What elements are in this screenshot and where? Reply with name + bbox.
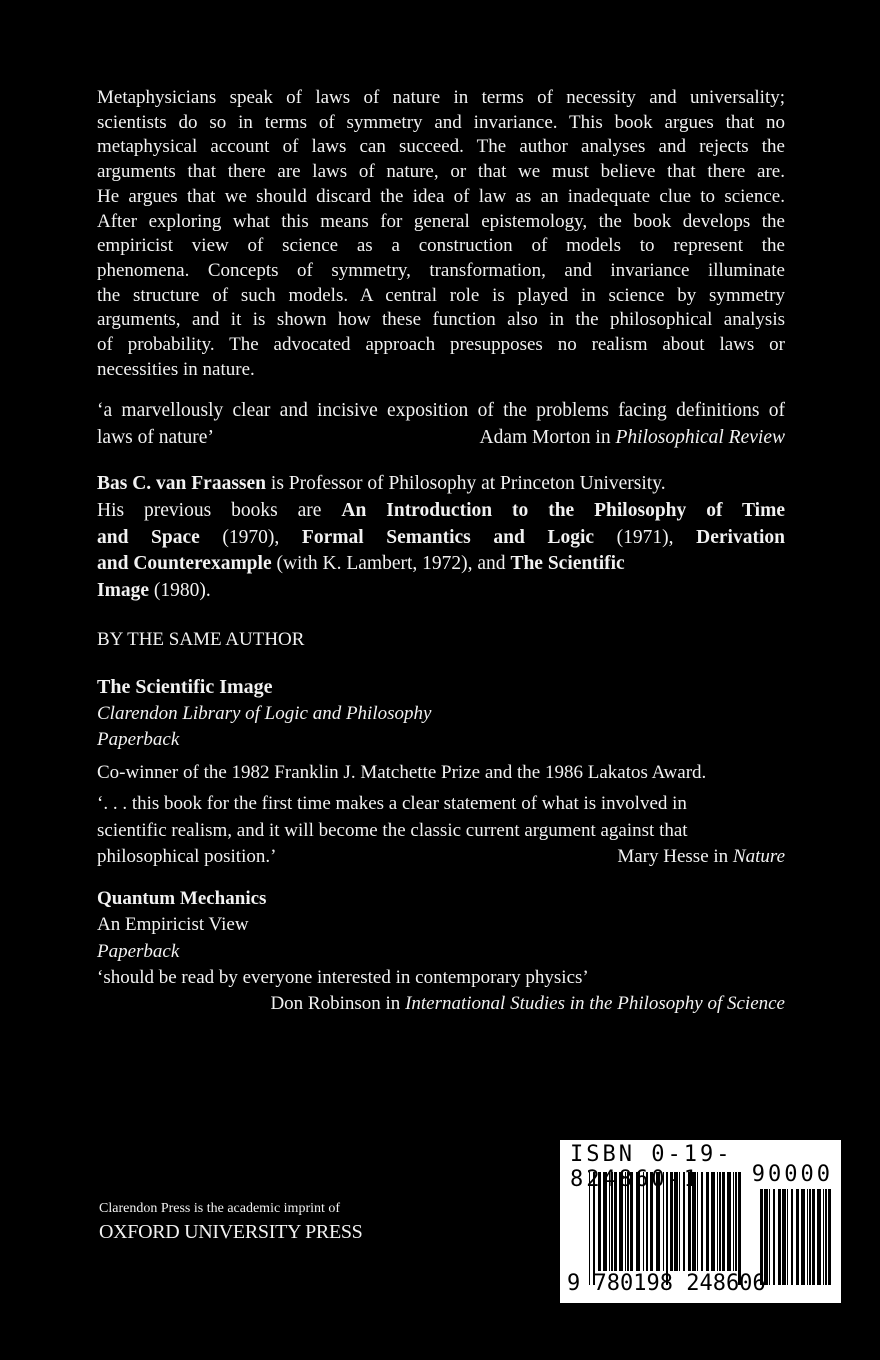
award-note (97, 760, 785, 786)
text-run: scientific realism, and it will become the classic current argument against that (97, 819, 688, 841)
text-line (97, 551, 785, 578)
text-run: ‘a marvellously clear and incisive exposition of the problems facing definitions of (97, 400, 785, 421)
barcode-bar (769, 1189, 770, 1285)
text-line (97, 701, 785, 728)
text-run: He argues that we should discard the idea of law as an inadequate clue to science. (97, 185, 785, 207)
attribution (480, 424, 785, 451)
heading-text: BY THE SAME AUTHOR (97, 629, 305, 650)
text-line (97, 135, 785, 160)
text-run: (1980). (149, 580, 211, 602)
text-run: metaphysical account of laws can succeed. The author analyses and rejects the (97, 136, 785, 158)
text-line (97, 471, 785, 498)
text-run: Paperback (97, 729, 180, 750)
review-quote-hesse (97, 791, 785, 871)
attribution (270, 991, 785, 1017)
price-addon-text: 90000 (751, 1162, 833, 1187)
book-entry-quantum-mechanics (97, 886, 785, 1017)
barcode-bar (809, 1189, 811, 1285)
text-run: Adam Morton in (479, 427, 616, 448)
text-line (97, 886, 785, 912)
text-line (97, 991, 785, 1017)
text-line (97, 578, 785, 605)
barcode-bar (778, 1189, 781, 1285)
text-line (97, 86, 785, 111)
text-line (97, 333, 785, 358)
text-line (97, 397, 785, 424)
text-run: arguments that there are laws of nature, or that we must believe that there are. (97, 161, 785, 183)
text-run: ‘. . . this book for the first time makes a clear statement of what is involved in (97, 793, 687, 814)
ean-text: 9 780198 248606 (567, 1271, 766, 1296)
text-run: laws of nature’ (97, 427, 214, 448)
text-line (97, 424, 785, 451)
barcode-bar (828, 1189, 831, 1285)
text-run: After exploring what this means for general epistemology, the book develops the (97, 210, 785, 232)
text-line (97, 210, 785, 235)
text-line (97, 525, 785, 552)
text-run: arguments, and it is shown how these function also in the philosophical analysis (97, 309, 785, 331)
review-quote-morton (97, 397, 785, 451)
text-run: Quantum Mechanics (97, 888, 267, 909)
text-run: International Studies in the Philosophy of Science (405, 993, 785, 1015)
text-run: Philosophical Review (615, 427, 785, 448)
barcode-bar (773, 1189, 775, 1285)
book-entry-scientific-image (97, 674, 785, 754)
barcode-bar (796, 1189, 799, 1285)
text-line (97, 760, 785, 786)
text-run: Don Robinson in (270, 993, 406, 1015)
text-run: Bas C. van Fraassen (97, 473, 267, 494)
text-run: Metaphysicians speak of laws of nature in terms of necessity and universality; (97, 87, 785, 108)
text-run: necessities in nature. (97, 358, 255, 380)
barcode-bar (817, 1189, 821, 1285)
text-line (97, 358, 785, 383)
text-run: His previous books are (97, 499, 342, 521)
author-bio (97, 471, 785, 605)
barcode-bar (801, 1189, 805, 1285)
text-line (97, 818, 785, 845)
text-line (97, 674, 785, 701)
text-run: Nature (732, 846, 785, 867)
barcode-bar (825, 1189, 827, 1285)
text-line (97, 284, 785, 309)
text-run: An Introduction to the Philosophy of Time (341, 499, 785, 521)
text-line (97, 259, 785, 284)
isbn-text: ISBN 0-19-824860-1 (570, 1142, 733, 1192)
text-run: Formal Semantics and Logic (301, 526, 595, 548)
text-line (97, 308, 785, 333)
publisher-imprint (99, 1199, 363, 1245)
text-line (97, 234, 785, 259)
text-run: the structure of such models. A central role is played in science by symmetry (97, 284, 785, 306)
text-run: phenomena. Concepts of symmetry, transformation, and invariance illuminate (97, 259, 785, 281)
text-line (97, 791, 785, 818)
barcode-bar (782, 1189, 786, 1285)
text-run: philosophical position.’ (97, 846, 277, 867)
text-line (97, 160, 785, 185)
text-run: Mary Hesse in (617, 846, 733, 867)
text-run: The Scientific Image (97, 676, 273, 698)
text-run: (1971), (594, 526, 697, 548)
text-line (97, 185, 785, 210)
attribution (617, 844, 785, 871)
text-run: (with K. Lambert, 1972), and (271, 553, 511, 575)
text-run: scientists do so in terms of symmetry and invariance. This book argues that no (97, 111, 785, 133)
line-text (97, 844, 276, 871)
text-run: empiricist view of science as a construction of models to represent the (97, 235, 785, 257)
text-line (97, 939, 785, 965)
text-line (97, 498, 785, 525)
book-description (97, 86, 785, 382)
text-line (97, 111, 785, 136)
text-run: Image (97, 580, 149, 602)
text-run: Derivation (696, 526, 785, 548)
barcode-bar (823, 1189, 824, 1285)
barcode-bar (787, 1189, 788, 1285)
text-run: is Professor of Philosophy at Princeton University. (266, 473, 666, 494)
text-line (97, 844, 785, 871)
barcode-bar (812, 1189, 815, 1285)
imprint-line: Clarendon Press is the academic imprint of (99, 1201, 341, 1216)
text-run: of probability. The advocated approach presupposes no realism about laws or (97, 334, 785, 356)
text-run: and Counterexample (97, 553, 272, 575)
text-run: Co-winner of the 1982 Franklin J. Matchette Prize and the 1986 Lakatos Award. (97, 762, 707, 783)
barcode-bar (807, 1189, 808, 1285)
text-run: Clarendon Library of Logic and Philosophy (97, 702, 432, 724)
text-line (97, 912, 785, 938)
text-line (97, 727, 785, 754)
barcode-bar (791, 1189, 793, 1285)
isbn-barcode (560, 1140, 841, 1303)
text-run: Paperback (97, 940, 180, 962)
text-run: An Empiricist View (97, 914, 249, 936)
publisher-name: OXFORD UNIVERSITY PRESS (99, 1221, 363, 1243)
same-author-heading (97, 627, 785, 653)
line-text (97, 424, 214, 451)
text-run: (1970), (199, 526, 302, 548)
text-line (97, 965, 785, 991)
text-run: ‘should be read by everyone interested in contemporary physics’ (97, 966, 589, 988)
text-run: The Scientific (510, 553, 625, 575)
text-run: and Space (97, 526, 200, 548)
